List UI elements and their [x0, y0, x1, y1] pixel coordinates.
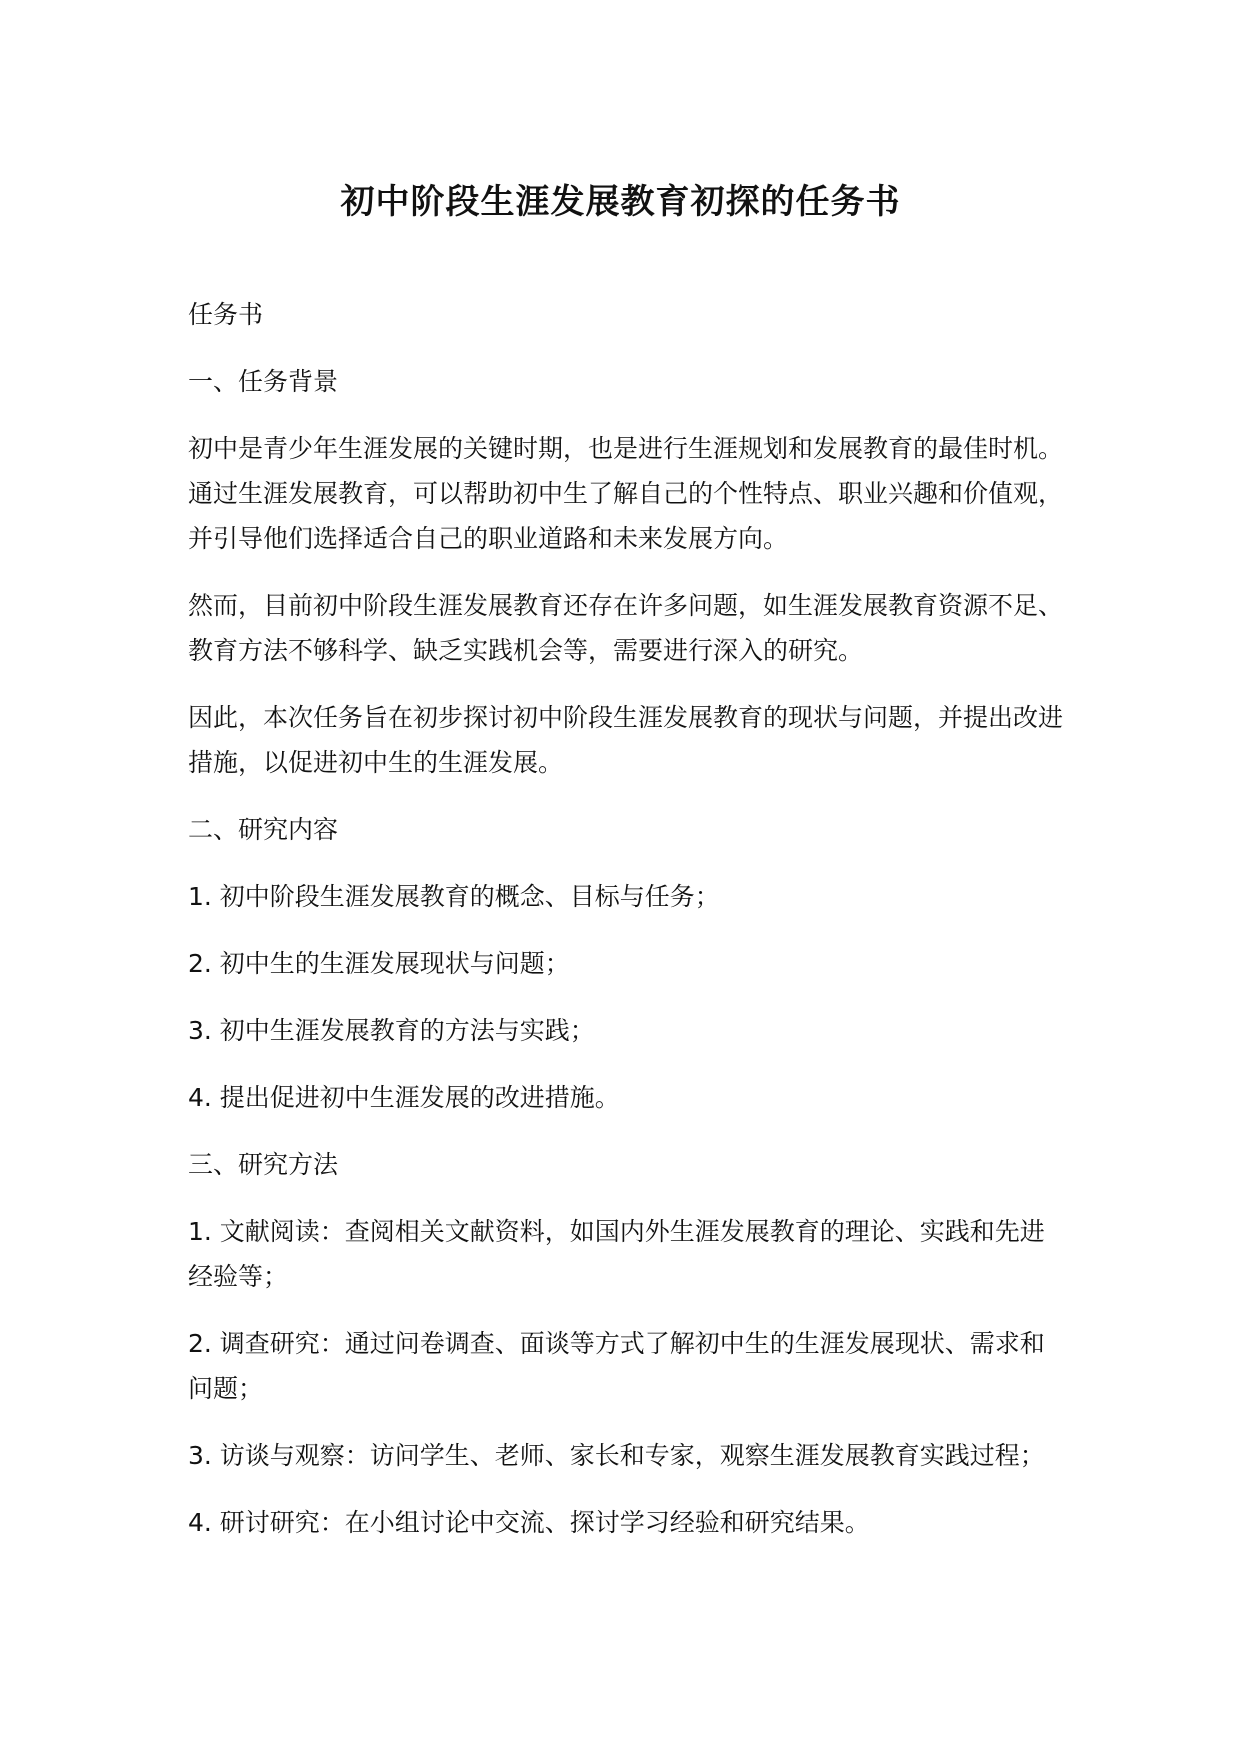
- paragraph: 然而，目前初中阶段生涯发展教育还存在许多问题，如生涯发展教育资源不足、教育方法不够科学、缺乏实践机会等，需要进行深入的研究。: [188, 591, 1064, 665]
- section-heading-background: 一、任务背景: [188, 367, 339, 396]
- section-heading-content: 二、研究内容: [188, 815, 339, 844]
- list-item: 2. 调查研究：通过问卷调查、面谈等方式了解初中生的生涯发展现状、需求和问题；: [188, 1329, 1045, 1403]
- document-title: 初中阶段生涯发展教育初探的任务书: [340, 182, 901, 222]
- section-heading-methods: 三、研究方法: [188, 1150, 339, 1179]
- list-item: 4. 研讨研究：在小组讨论中交流、探讨学习经验和研究结果。: [188, 1508, 870, 1537]
- list-item: 2. 初中生的生涯发展现状与问题；: [188, 949, 570, 978]
- list-item: 1. 初中阶段生涯发展教育的概念、目标与任务；: [188, 882, 720, 911]
- paragraph: 因此，本次任务旨在初步探讨初中阶段生涯发展教育的现状与问题，并提出改进措施，以促进初中生的生涯发展。: [188, 703, 1064, 777]
- list-item: 4. 提出促进初中生涯发展的改进措施。: [188, 1083, 620, 1112]
- list-item: 3. 访谈与观察：访问学生、老师、家长和专家，观察生涯发展教育实践过程；: [188, 1441, 1045, 1470]
- list-item: 1. 文献阅读：查阅相关文献资料，如国内外生涯发展教育的理论、实践和先进经验等；: [188, 1217, 1045, 1291]
- document-body: [188, 292, 1068, 1567]
- paragraph: 初中是青少年生涯发展的关键时期，也是进行生涯规划和发展教育的最佳时机。通过生涯发展教育，可以帮助初中生了解自己的个性特点、职业兴趣和价值观，并引导他们选择适合自己的职业道路和未来发展方向。: [188, 434, 1064, 553]
- list-item: 3. 初中生涯发展教育的方法与实践；: [188, 1016, 595, 1045]
- document-label: 任务书: [188, 300, 264, 329]
